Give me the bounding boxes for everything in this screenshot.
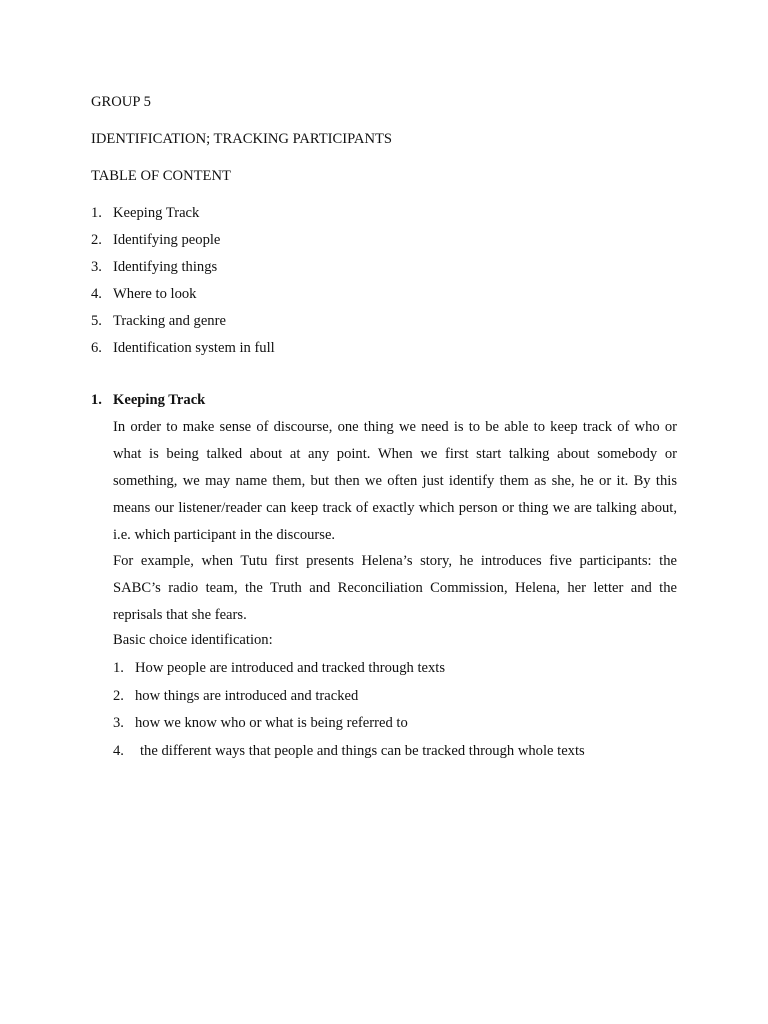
list-item-label: how we know who or what is being referred to [135, 715, 408, 731]
toc-item-number: 4. [91, 286, 102, 302]
toc-item-number: 1. [91, 205, 102, 221]
document-subtitle: IDENTIFICATION; TRACKING PARTICIPANTS [91, 131, 393, 147]
group-label: GROUP 5 [91, 94, 151, 110]
toc-item-number: 5. [91, 313, 102, 329]
toc-item-label: Identification system in full [113, 340, 275, 356]
list-item-number: 3. [113, 715, 124, 731]
toc-item-number: 6. [91, 340, 102, 356]
toc-item-label: Identifying people [113, 232, 221, 248]
toc-title: TABLE OF CONTENT [91, 168, 231, 184]
list-item-label: how things are introduced and tracked [135, 688, 359, 704]
body-paragraph: In order to make sense of discourse, one thing we need is to be able to keep track of who or what is being talked about at any point. When we first start talking about somebody or something, we may name them, but then we often just identify them as she, he or it. By this means our listener/reader can keep track of exactly which person or thing we are talking about, i.e. which participant in the discourse. [113, 419, 677, 543]
section-number: 1. [91, 392, 102, 408]
toc-item-label: Identifying things [113, 259, 218, 275]
list-item-number: 4. [113, 743, 124, 759]
body-paragraph: For example, when Tutu first presents Helena’s story, he introduces five participants: the SABC’s radio team, the Truth and Reconciliation Commission, Helena, her letter and the reprisals that she fears. [113, 553, 677, 623]
toc-item-label: Keeping Track [113, 205, 200, 221]
list-item-number: 2. [113, 688, 124, 704]
toc-item-number: 3. [91, 259, 102, 275]
basic-choice-label: Basic choice identification: [113, 632, 273, 648]
section-title: Keeping Track [113, 392, 206, 408]
list-item-label: How people are introduced and tracked through texts [135, 660, 446, 676]
toc-item-label: Where to look [113, 286, 197, 302]
list-item-label: the different ways that people and things can be tracked through whole texts [140, 743, 585, 759]
list-item-number: 1. [113, 660, 124, 676]
toc-item-label: Tracking and genre [113, 313, 226, 329]
toc-item-number: 2. [91, 232, 102, 248]
